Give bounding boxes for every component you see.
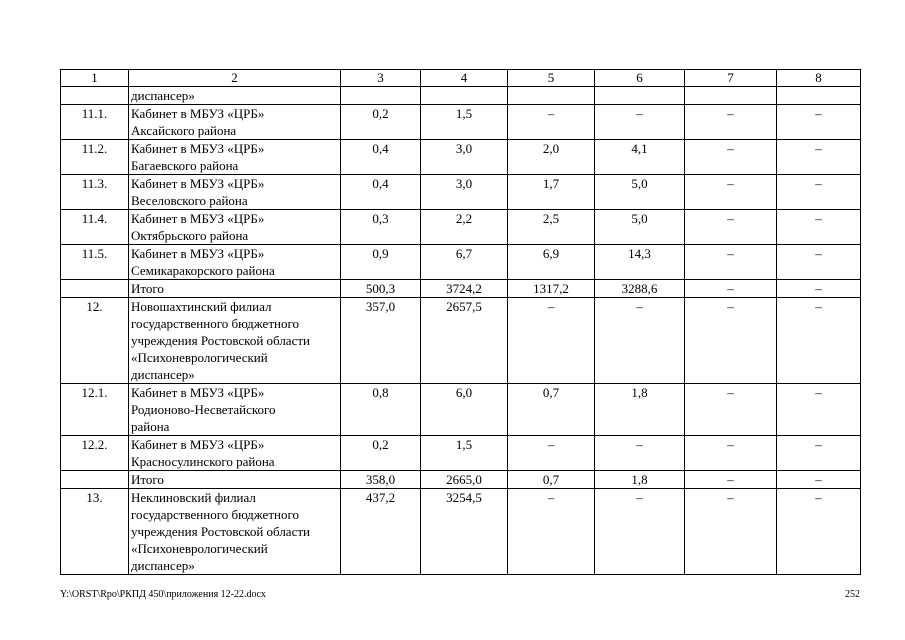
row-number-cell — [61, 471, 129, 489]
col6-cell: 1,8 — [595, 384, 685, 436]
col6-cell: – — [595, 436, 685, 471]
table-header — [61, 70, 861, 87]
name-cell: Кабинет в МБУЗ «ЦРБ» Аксайского района — [129, 105, 341, 140]
col5-cell: 0,7 — [508, 384, 595, 436]
table-row — [61, 210, 861, 245]
name-cell: диспансер» — [129, 87, 341, 105]
name-cell: Итого — [129, 471, 341, 489]
table-row — [61, 245, 861, 280]
col6-cell: 3288,6 — [595, 280, 685, 298]
footer-file-path: Y:\ORST\Rpo\РКПД 450\приложения 12-22.docx — [60, 589, 266, 600]
column-header: 7 — [685, 70, 777, 87]
table-row — [61, 280, 861, 298]
col6-cell: 4,1 — [595, 140, 685, 175]
name-cell: Кабинет в МБУЗ «ЦРБ» Родионово-Несветайского района — [129, 384, 341, 436]
col4-cell: 2657,5 — [421, 298, 508, 384]
column-header: 5 — [508, 70, 595, 87]
col7-cell: – — [685, 471, 777, 489]
name-cell: Кабинет в МБУЗ «ЦРБ» Октябрьского района — [129, 210, 341, 245]
col8-cell: – — [777, 471, 861, 489]
col7-cell: – — [685, 280, 777, 298]
table-row — [61, 87, 861, 105]
table-row — [61, 175, 861, 210]
col8-cell: – — [777, 140, 861, 175]
column-header: 6 — [595, 70, 685, 87]
col4-cell — [421, 87, 508, 105]
col5-cell: 2,0 — [508, 140, 595, 175]
col6-cell: – — [595, 298, 685, 384]
col7-cell: – — [685, 436, 777, 471]
name-cell: Кабинет в МБУЗ «ЦРБ» Веселовского района — [129, 175, 341, 210]
data-table — [60, 69, 861, 575]
row-number-cell: 11.4. — [61, 210, 129, 245]
col8-cell: – — [777, 280, 861, 298]
column-header: 1 — [61, 70, 129, 87]
column-header: 4 — [421, 70, 508, 87]
col8-cell: – — [777, 105, 861, 140]
col4-cell: 3,0 — [421, 140, 508, 175]
col5-cell: 2,5 — [508, 210, 595, 245]
header-row — [61, 70, 861, 87]
name-cell: Кабинет в МБУЗ «ЦРБ» Семикаракорского района — [129, 245, 341, 280]
col3-cell: 0,2 — [341, 436, 421, 471]
col3-cell: 0,9 — [341, 245, 421, 280]
col5-cell: – — [508, 298, 595, 384]
col7-cell: – — [685, 245, 777, 280]
col5-cell: 1,7 — [508, 175, 595, 210]
row-number-cell: 12. — [61, 298, 129, 384]
column-header: 2 — [129, 70, 341, 87]
col7-cell: – — [685, 175, 777, 210]
col3-cell: 357,0 — [341, 298, 421, 384]
col6-cell: – — [595, 105, 685, 140]
col8-cell: – — [777, 245, 861, 280]
col4-cell: 2665,0 — [421, 471, 508, 489]
col7-cell: – — [685, 384, 777, 436]
table-row — [61, 436, 861, 471]
col7-cell: – — [685, 210, 777, 245]
col8-cell: – — [777, 436, 861, 471]
col3-cell: 0,8 — [341, 384, 421, 436]
col8-cell: – — [777, 384, 861, 436]
col6-cell: 5,0 — [595, 210, 685, 245]
col3-cell: 500,3 — [341, 280, 421, 298]
col6-cell: – — [595, 489, 685, 575]
row-number-cell — [61, 280, 129, 298]
row-number-cell: 11.1. — [61, 105, 129, 140]
col5-cell: – — [508, 489, 595, 575]
col8-cell: – — [777, 489, 861, 575]
row-number-cell — [61, 87, 129, 105]
col4-cell: 6,0 — [421, 384, 508, 436]
col5-cell: 0,7 — [508, 471, 595, 489]
col5-cell: 6,9 — [508, 245, 595, 280]
col7-cell: – — [685, 140, 777, 175]
col4-cell: 1,5 — [421, 436, 508, 471]
col3-cell: 437,2 — [341, 489, 421, 575]
col4-cell: 3254,5 — [421, 489, 508, 575]
page-number: 252 — [845, 589, 860, 600]
col8-cell: – — [777, 210, 861, 245]
col6-cell: 1,8 — [595, 471, 685, 489]
row-number-cell: 12.2. — [61, 436, 129, 471]
table-row — [61, 489, 861, 575]
column-header: 8 — [777, 70, 861, 87]
col7-cell — [685, 87, 777, 105]
col6-cell: 5,0 — [595, 175, 685, 210]
table-row — [61, 384, 861, 436]
col7-cell: – — [685, 298, 777, 384]
name-cell: Кабинет в МБУЗ «ЦРБ» Багаевского района — [129, 140, 341, 175]
column-header: 3 — [341, 70, 421, 87]
col8-cell: – — [777, 298, 861, 384]
row-number-cell: 12.1. — [61, 384, 129, 436]
name-cell: Итого — [129, 280, 341, 298]
name-cell: Неклиновский филиал государственного бюджетного учреждения Ростовской области «Психоневрологический диспансер» — [129, 489, 341, 575]
col3-cell: 0,3 — [341, 210, 421, 245]
col8-cell — [777, 87, 861, 105]
table-body — [61, 87, 861, 575]
col6-cell — [595, 87, 685, 105]
col7-cell: – — [685, 105, 777, 140]
name-cell: Кабинет в МБУЗ «ЦРБ» Красносулинского района — [129, 436, 341, 471]
table-row — [61, 471, 861, 489]
col3-cell: 358,0 — [341, 471, 421, 489]
col4-cell: 6,7 — [421, 245, 508, 280]
row-number-cell: 11.3. — [61, 175, 129, 210]
col3-cell: 0,4 — [341, 175, 421, 210]
name-cell: Новошахтинский филиал государственного бюджетного учреждения Ростовской области «Психоневрологический диспансер» — [129, 298, 341, 384]
table-row — [61, 140, 861, 175]
col3-cell: 0,4 — [341, 140, 421, 175]
row-number-cell: 11.5. — [61, 245, 129, 280]
row-number-cell: 11.2. — [61, 140, 129, 175]
col4-cell: 1,5 — [421, 105, 508, 140]
col5-cell: – — [508, 436, 595, 471]
col7-cell: – — [685, 489, 777, 575]
col4-cell: 3,0 — [421, 175, 508, 210]
col5-cell — [508, 87, 595, 105]
col4-cell: 3724,2 — [421, 280, 508, 298]
col5-cell: – — [508, 105, 595, 140]
table-row — [61, 298, 861, 384]
col8-cell: – — [777, 175, 861, 210]
row-number-cell: 13. — [61, 489, 129, 575]
table-row — [61, 105, 861, 140]
col5-cell: 1317,2 — [508, 280, 595, 298]
col3-cell: 0,2 — [341, 105, 421, 140]
col4-cell: 2,2 — [421, 210, 508, 245]
col6-cell: 14,3 — [595, 245, 685, 280]
col3-cell — [341, 87, 421, 105]
